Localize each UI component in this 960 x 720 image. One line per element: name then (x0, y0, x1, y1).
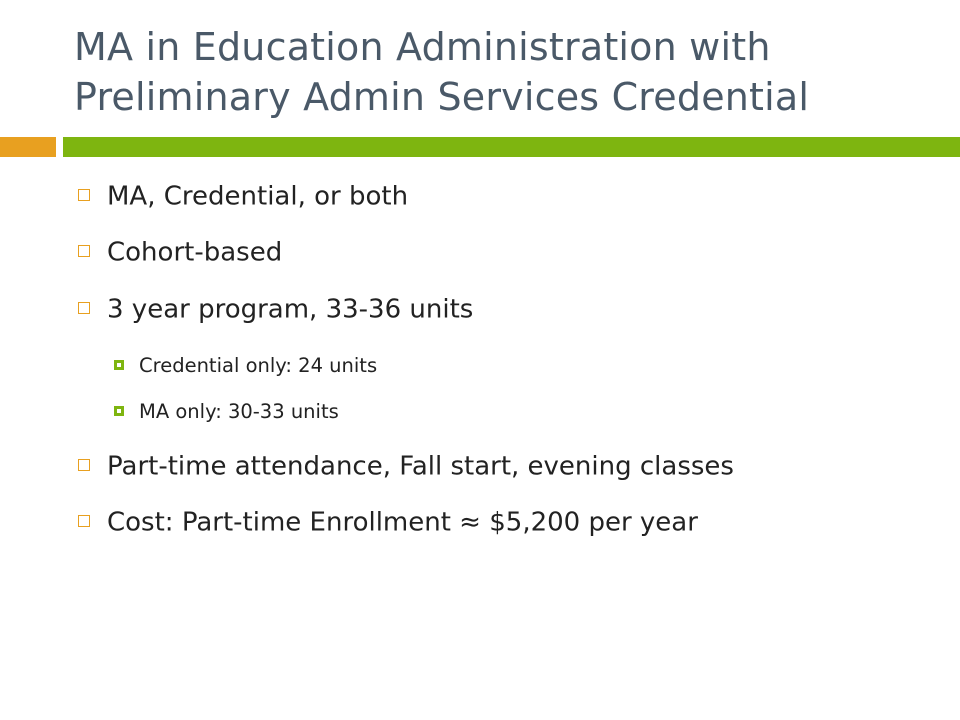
bullet-text: Cost: Part-time Enrollment ≈ $5,200 per year (107, 507, 698, 538)
bullet-item (78, 237, 282, 268)
bullet-item (78, 507, 698, 538)
bullet-text: Cohort-based (107, 237, 283, 268)
title-line-1: MA in Education Administration with (74, 25, 771, 69)
bullet-item (78, 181, 408, 212)
sub-bullet-item (114, 399, 339, 423)
hollow-square-icon (78, 515, 90, 527)
sub-bullet-item (114, 353, 377, 377)
bullet-item (78, 294, 473, 325)
hollow-square-icon (78, 245, 90, 257)
filled-square-icon (114, 360, 124, 370)
sub-bullet-text: Credential only: 24 units (139, 354, 378, 377)
hollow-square-icon (78, 302, 90, 314)
hollow-square-icon (78, 189, 90, 201)
bullet-text: MA, Credential, or both (107, 181, 409, 212)
bullet-text: 3 year program, 33-36 units (107, 294, 474, 325)
sub-bullet-text: MA only: 30-33 units (139, 400, 339, 423)
bullet-text: Part-time attendance, Fall start, evening classes (107, 451, 734, 482)
bullet-item (78, 451, 734, 482)
hollow-square-icon (78, 459, 90, 471)
title-line-2: Preliminary Admin Services Credential (74, 75, 810, 119)
filled-square-icon (114, 406, 124, 416)
